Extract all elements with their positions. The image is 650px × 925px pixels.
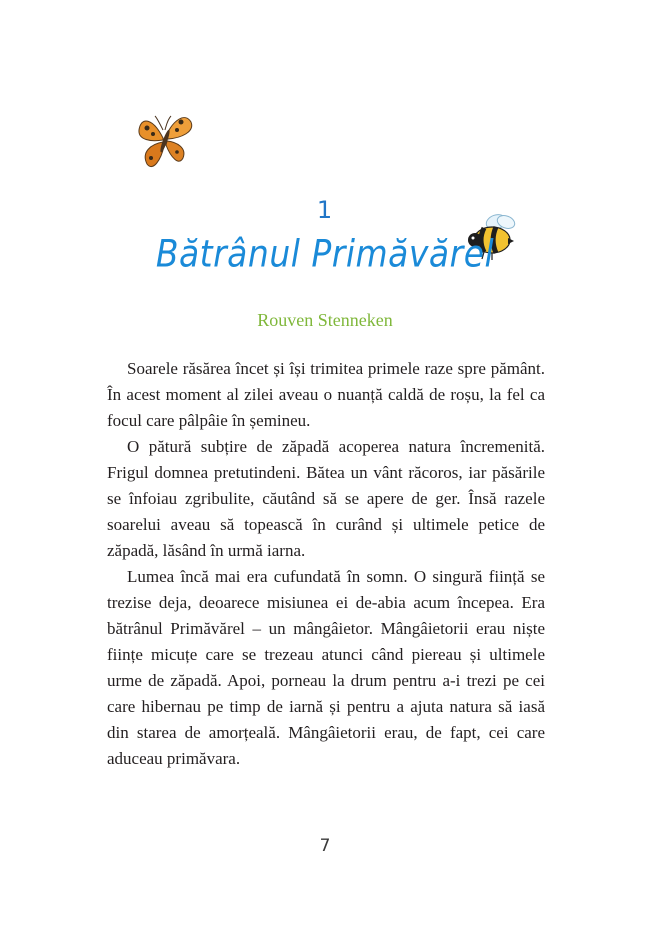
chapter-number: 1: [316, 196, 334, 224]
chapter-body: [107, 356, 545, 772]
paragraph: O pătură subțire de zăpadă acoperea natura încremenită. Frigul domnea pretutindeni. Bătea un vânt răcoros, iar păsările se înfoiau zgribulite, căutând să se apere de ger. Însă razele soarelui aveau să topească în curând și ultimele petice de zăpadă, lăsând în urmă iarna.: [107, 437, 545, 560]
paragraph: Lumea încă mai era cufundată în somn. O singură ființă se trezise deja, deoarece misiunea ei de-abia acum începea. Era bătrânul Primăvărel – un mângâietor. Mângâietorii erau niște ființe micuțe care se trezeau atunci când piereau și ultimele urme de zăpadă. Apoi, porneau la drum pentru a-i trezi pe cei care hibernau pe timp de iarnă și pentru a ajuta natura să iasă din starea de amorțeală. Mângâietorii erau, de fapt, cei care aduceau primăvara.: [107, 567, 545, 768]
chapter-author: Rouven Stenneken: [257, 310, 393, 330]
page-number: 7: [319, 836, 331, 856]
butterfly-icon: [133, 108, 195, 174]
paragraph: Soarele răsărea încet și își trimitea primele raze spre pământ. În acest moment al zilei aveau o nuanță caldă de roșu, la fel ca focul care pâlpâie în șemineu.: [107, 359, 545, 430]
chapter-title: Bătrânul Primăvărel: [155, 231, 495, 276]
